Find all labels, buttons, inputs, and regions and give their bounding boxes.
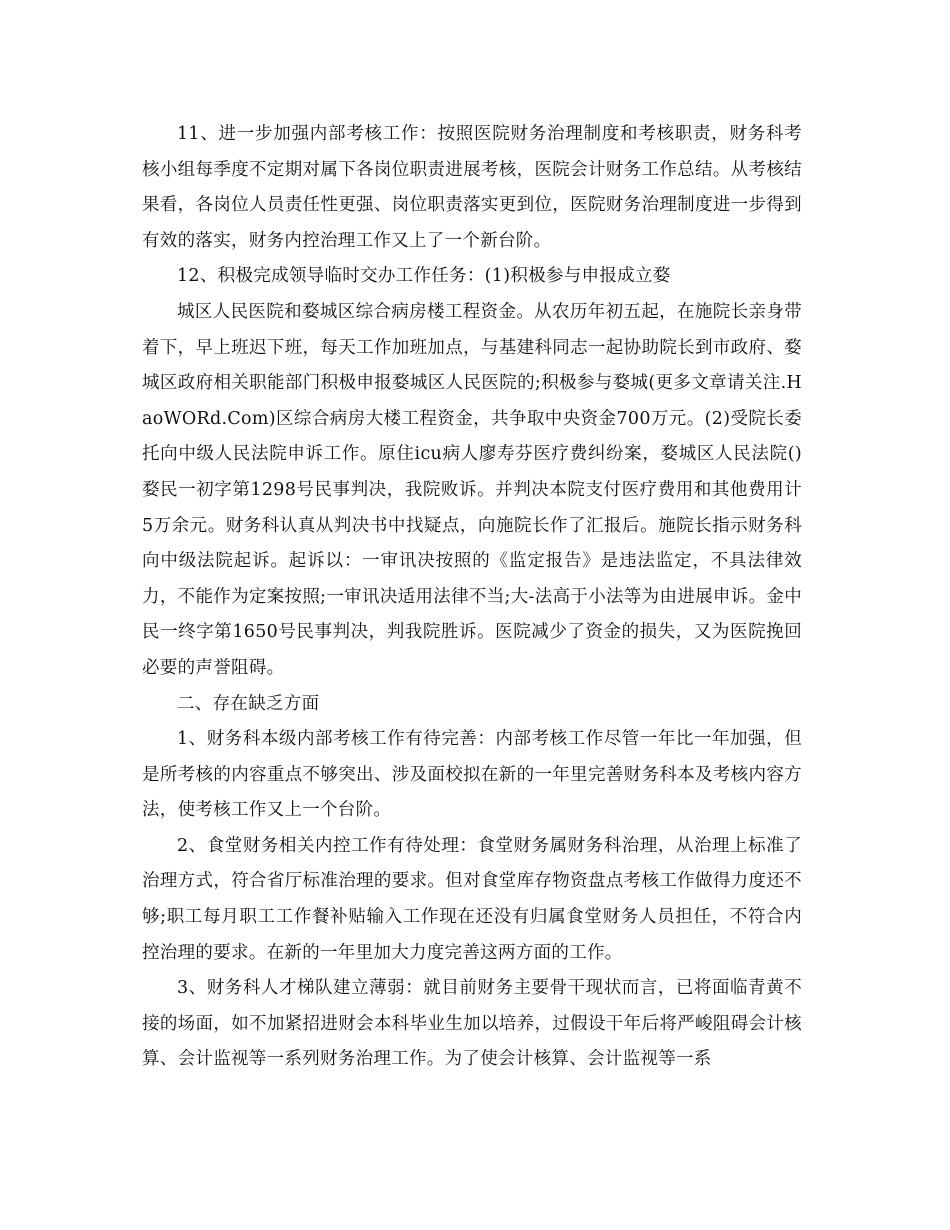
paragraph-shortcoming-1: 1、财务科本级内部考核工作有待完善：内部考核工作尽管一年比一年加强，但是所考核的内容重点不够突出、涉及面校拟在新的一年里完善财务科本及考核内容方法，使考核工作又上一个台阶。: [142, 729, 802, 821]
document-body: [142, 117, 802, 1078]
paragraph-shortcoming-3: 3、财务科人才梯队建立薄弱：就目前财务主要骨干现状而言，已将面临青黄不接的场面，如不加紧招进财会本科毕业生加以培养，过假设干年后将严峻阻碍会计核算、会计监视等一系列财务治理工作。为了使会计核算、会计监视等一系: [142, 978, 802, 1070]
paragraph-temporary-tasks-detail: 城区人民医院和婺城区综合病房楼工程资金。从农历年初五起，在施院长亲身带着下，早上班迟下班，每天工作加班加点，与基建科同志一起协助院长到市政府、婺城区政府相关职能部门积极申报婺城区人民医院的;积极参与婺城(更多文章请关注.HaoWORd.Com)区综合病房大楼工程资金，共争取中央资金700万元。(2)受院长委托向中级人民法院申诉工作。原住icu病人廖寿芬医疗费纠纷案，婺城区人民法院()婺民一初字第1298号民事判决，我院败诉。并判决本院支付医疗费用和其他费用计5万余元。财务科认真从判决书中找疑点，向施院长作了汇报后。施院长指示财务科向中级法院起诉。起诉以：一审讯决按照的《监定报告》是违法监定，不具法律效力，不能作为定案按照;一审讯决适用法律不当;大-法高于小法等为由进展申诉。金中民一终字第1650号民事判决，判我院胜诉。医院减少了资金的损失，又为医院挽回必要的声誉阻碍。: [142, 301, 802, 678]
section-heading-shortcomings: 二、存在缺乏方面: [177, 693, 320, 714]
paragraph-shortcoming-2: 2、食堂财务相关内控工作有待处理：食堂财务属财务科治理，从治理上标准了治理方式，符合省厅标准治理的要求。但对食堂库存物资盘点考核工作做得力度还不够;职工每月职工工作餐补贴输入工作现在还没有归属食堂财务人员担任，不符合内控治理的要求。在新的一年里加大力度完善这两方面的工作。: [142, 835, 802, 963]
paragraph-internal-assessment: 11、进一步加强内部考核工作：按照医院财务治理制度和考核职责，财务科考核小组每季度不定期对属下各岗位职责进展考核，医院会计财务工作总结。从考核结果看，各岗位人员责任性更强、岗位职责落实更到位，医院财务治理制度进一步得到有效的落实，财务内控治理工作又上了一个新台阶。: [142, 124, 802, 251]
paragraph-temporary-tasks-heading: 12、积极完成领导临时交办工作任务：(1)积极参与申报成立婺: [177, 266, 671, 287]
